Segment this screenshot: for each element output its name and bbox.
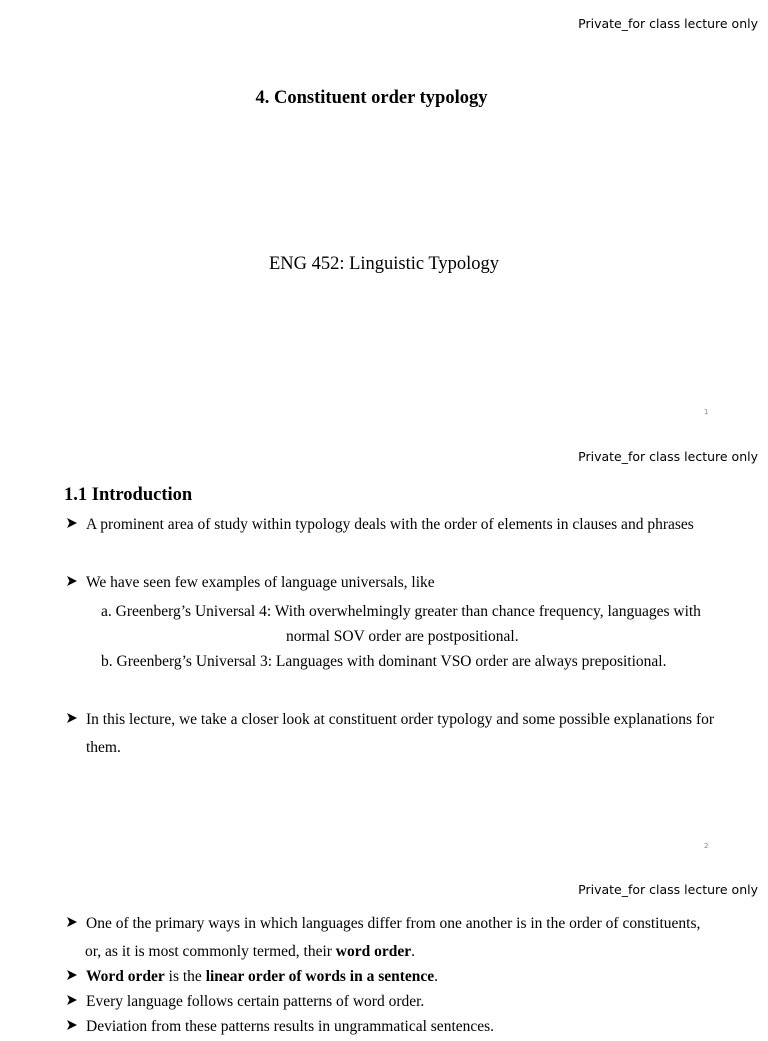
bold-term: word order	[335, 943, 412, 960]
page3-header: Private_for class lecture only	[578, 882, 758, 897]
bold-term: Word order	[86, 968, 165, 985]
page2-number: 2	[704, 842, 709, 850]
intro-bullet-1: A prominent area of study within typology deals with the order of elements in clauses and phrases	[86, 516, 694, 533]
arrowhead-bullet-icon	[66, 994, 78, 1006]
text-run: .	[411, 943, 415, 960]
universal-3: b. Greenberg’s Universal 3: Languages with dominant VSO order are always prepositional.	[101, 653, 667, 670]
word-order-bullet-1-line1: One of the primary ways in which languages differ from one another is in the order of constituents,	[86, 915, 701, 932]
intro-bullet-3-line2: them.	[86, 739, 121, 756]
text-run: or, as it is most commonly termed, their	[85, 943, 336, 960]
universal-4-line1: a. Greenberg’s Universal 4: With overwhelmingly greater than chance frequency, languages with	[101, 603, 701, 620]
page2-header: Private_for class lecture only	[578, 449, 758, 464]
arrowhead-bullet-icon	[66, 916, 78, 928]
bold-definition: linear order of words in a sentence	[205, 968, 435, 985]
section-heading: 1.1 Introduction	[64, 485, 193, 505]
word-order-bullet-2	[86, 963, 438, 991]
arrowhead-bullet-icon	[66, 575, 78, 587]
page1-number: 1	[704, 408, 709, 416]
course-title: ENG 452: Linguistic Typology	[268, 254, 500, 274]
universal-4-line2: normal SOV order are postpositional.	[286, 628, 519, 645]
word-order-bullet-4-partial: Deviation from these patterns results in ungrammatical sentences.	[86, 1018, 495, 1035]
arrowhead-bullet-icon	[66, 712, 78, 724]
text-run: is the	[164, 968, 206, 985]
arrowhead-bullet-icon	[66, 969, 78, 981]
intro-bullet-2: We have seen few examples of language universals, like	[86, 574, 435, 591]
word-order-bullet-3: Every language follows certain patterns of word order.	[86, 993, 425, 1010]
page1-header: Private_for class lecture only	[578, 16, 758, 31]
intro-bullet-3-line1: In this lecture, we take a closer look at constituent order typology and some possible explanations for	[86, 711, 715, 728]
arrowhead-bullet-icon	[66, 517, 78, 529]
word-order-bullet-1-line2	[85, 938, 415, 966]
page1-title: 4. Constituent order typology	[255, 88, 488, 108]
arrowhead-bullet-icon	[66, 1019, 78, 1031]
text-run: .	[434, 968, 439, 985]
